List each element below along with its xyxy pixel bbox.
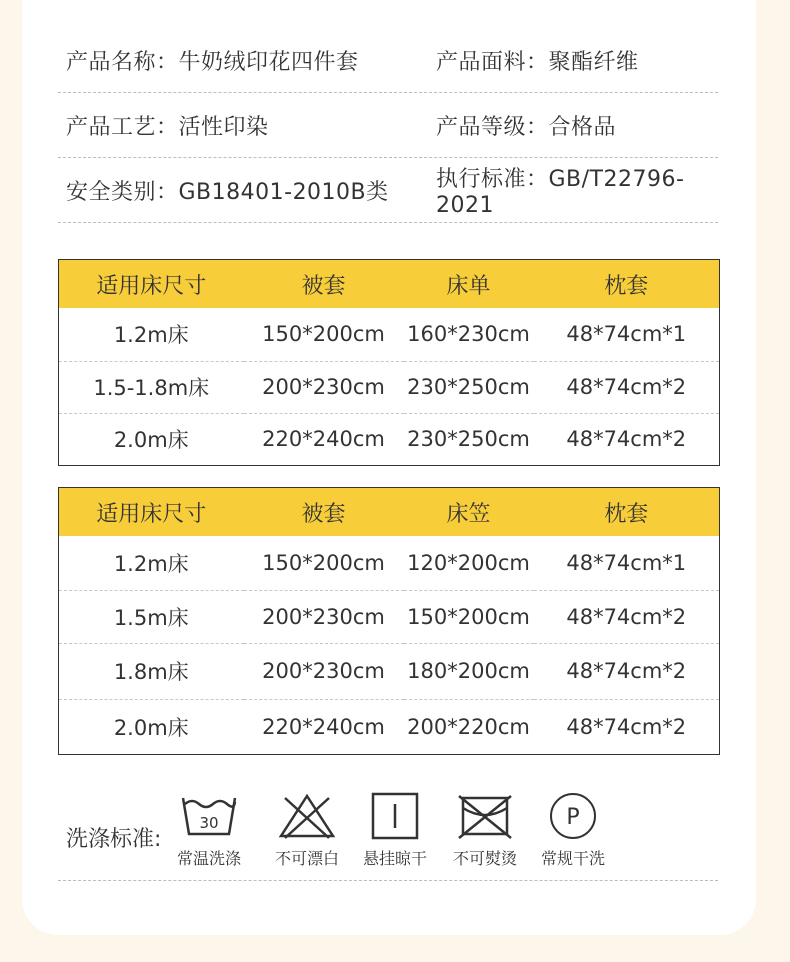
header-sheet: 床单: [404, 260, 534, 309]
table-header-row: [59, 488, 720, 537]
header-duvet: 被套: [244, 488, 404, 537]
cell-duvet: 220*240cm: [244, 699, 404, 754]
cell-sheet: 230*250cm: [404, 413, 534, 465]
cell-fitted-sheet: 150*200cm: [404, 590, 534, 643]
wash-item: [350, 792, 440, 869]
cell-pillowcase: 48*74cm*2: [534, 590, 720, 643]
header-pillowcase: 枕套: [534, 260, 720, 309]
cell-duvet: 200*230cm: [244, 361, 404, 413]
hang-dry-icon: [365, 792, 425, 840]
wash-label: 不可熨烫: [452, 849, 517, 868]
header-duvet: 被套: [244, 260, 404, 309]
wash-label: 常规干洗: [540, 849, 605, 868]
table-row: [59, 308, 720, 361]
wash-30-icon: [179, 792, 239, 840]
wash-temp-text: 30: [199, 814, 219, 832]
wash-item: [262, 792, 352, 869]
cell-pillowcase: 48*74cm*2: [534, 643, 720, 699]
table-row: [59, 413, 720, 465]
product-fabric: 产品面料：聚酯纤维: [436, 49, 639, 75]
cell-sheet: 230*250cm: [404, 361, 534, 413]
product-process: 产品工艺：活性印染: [66, 114, 269, 140]
table-row: [59, 536, 720, 590]
cell-bed-size: 1.5-1.8m床: [59, 361, 244, 413]
info-row: [58, 28, 718, 93]
wash-item: [440, 792, 530, 869]
cell-bed-size: 2.0m床: [59, 413, 244, 465]
cell-duvet: 150*200cm: [262, 550, 385, 575]
info-row: [58, 93, 718, 158]
table-row: [59, 590, 720, 643]
product-grade: 产品等级：合格品: [436, 114, 617, 140]
no-iron-icon: [455, 792, 515, 840]
wash-item: [528, 792, 618, 869]
cell-pillowcase: 48*74cm*1: [566, 322, 687, 347]
size-table-fitted: [58, 487, 720, 755]
size-table-sheet: [58, 259, 720, 466]
cell-sheet: 160*230cm: [407, 322, 530, 347]
cell-bed-size: 2.0m床: [59, 699, 244, 754]
cell-bed-size: 1.2m床: [113, 323, 189, 348]
cell-duvet: 220*240cm: [244, 413, 404, 465]
header-bed-size: 适用床尺寸: [59, 260, 244, 309]
cell-pillowcase: 48*74cm*1: [566, 550, 687, 575]
dry-clean-letter: P: [566, 805, 580, 830]
cell-fitted-sheet: 200*220cm: [404, 699, 534, 754]
product-info: [58, 28, 718, 223]
cell-duvet: 200*230cm: [244, 643, 404, 699]
header-bed-size: 适用床尺寸: [59, 488, 244, 537]
table-row: [59, 699, 720, 754]
cell-pillowcase: 48*74cm*2: [534, 413, 720, 465]
cell-fitted-sheet: 180*200cm: [404, 643, 534, 699]
dry-clean-icon: [543, 792, 603, 840]
wash-standard: [58, 782, 718, 881]
product-name: 产品名称：牛奶绒印花四件套: [66, 49, 359, 75]
table-header-row: [59, 260, 720, 309]
info-row: [58, 158, 718, 223]
execution-standard: 执行标准：GB/T22796-2021: [436, 167, 685, 218]
safety-category: 安全类别：GB18401-2010B类: [66, 179, 389, 205]
cell-pillowcase: 48*74cm*2: [534, 699, 720, 754]
no-bleach-icon: [277, 792, 337, 840]
wash-label: 悬挂晾干: [362, 849, 427, 868]
header-fitted-sheet: 床笠: [404, 488, 534, 537]
cell-bed-size: 1.5m床: [59, 590, 244, 643]
header-pillowcase: 枕套: [534, 488, 720, 537]
table-row: [59, 643, 720, 699]
wash-title: 洗涤标准:: [66, 827, 162, 852]
table-row: [59, 361, 720, 413]
cell-pillowcase: 48*74cm*2: [534, 361, 720, 413]
wash-label: 常温洗涤: [176, 849, 241, 868]
cell-duvet: 200*230cm: [244, 590, 404, 643]
wash-item: [164, 792, 254, 869]
cell-fitted-sheet: 120*200cm: [407, 550, 530, 575]
cell-duvet: 150*200cm: [262, 322, 385, 347]
cell-bed-size: 1.2m床: [113, 551, 189, 576]
cell-bed-size: 1.8m床: [59, 643, 244, 699]
wash-label: 不可漂白: [274, 849, 339, 868]
